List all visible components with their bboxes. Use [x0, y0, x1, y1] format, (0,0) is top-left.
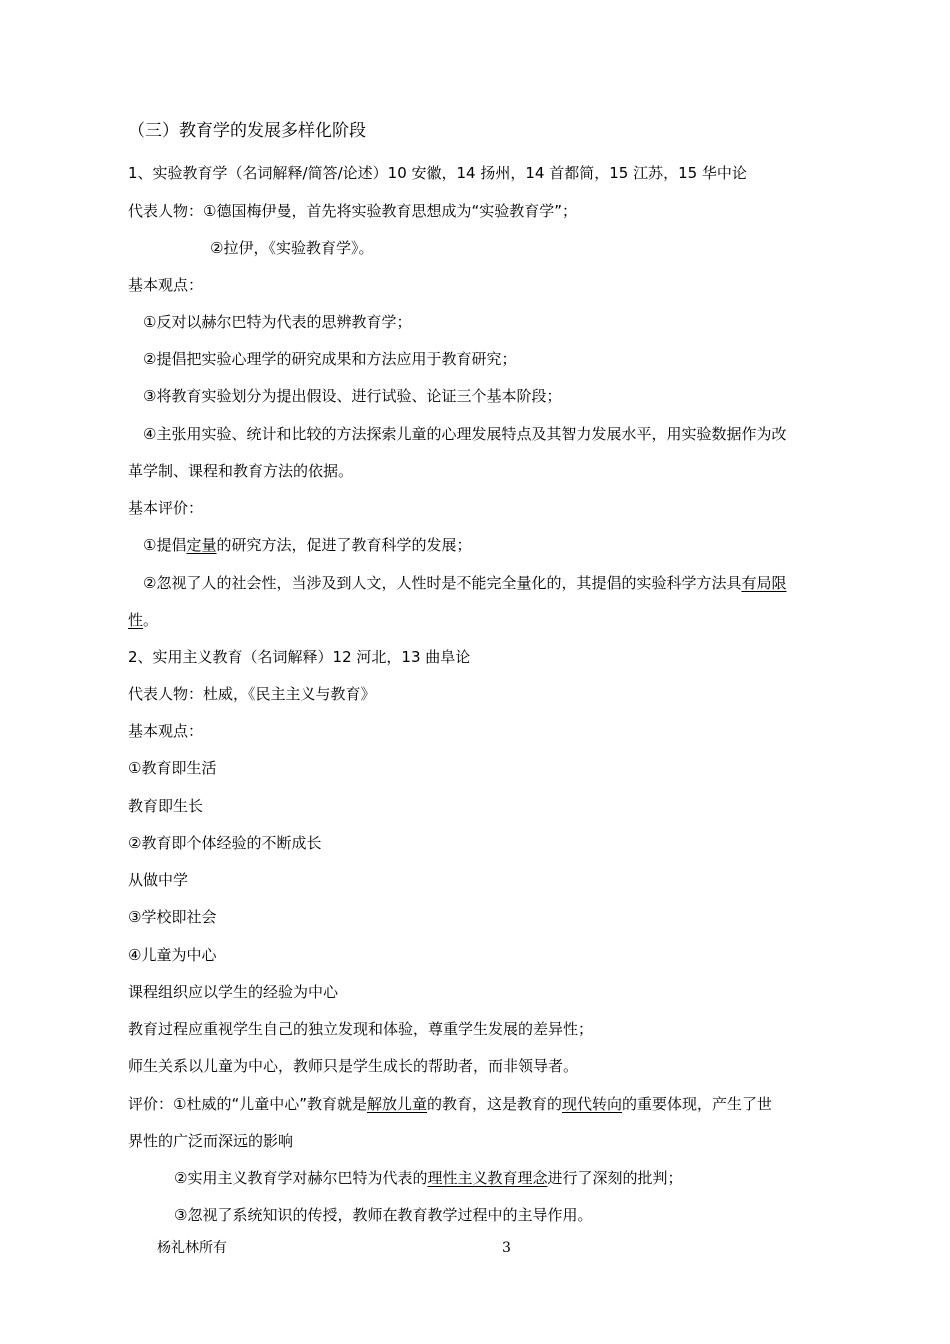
point-5: ③学校即社会	[128, 908, 217, 926]
representative-1: 代表人物：①德国梅伊曼，首先将实验教育思想成为“实验教育学”；	[128, 202, 577, 220]
underlined-term: 现代转向	[562, 1095, 623, 1113]
page-number: 3	[502, 1240, 511, 1256]
underlined-term: 理性主义教育理念	[427, 1169, 548, 1187]
point-7: 课程组织应以学生的经验为中心	[128, 983, 339, 1001]
heading-experimental-pedagogy: 1、实验教育学（名词解释/简答/论述）10 安徽，14 扬州，14 首都简，15 江苏，15 华中论	[128, 164, 747, 182]
underlined-term: 解放儿童	[367, 1095, 428, 1113]
evaluation-1: ①提倡定量的研究方法，促进了教育科学的发展；	[143, 536, 472, 554]
heading-pragmatism-education: 2、实用主义教育（名词解释）12 河北，13 曲阜论	[128, 648, 471, 666]
point-2: 教育即生长	[128, 797, 204, 815]
point-4: 从做中学	[128, 871, 189, 889]
evaluation-dewey-line-2: 界性的广泛而深远的影响	[128, 1132, 294, 1150]
evaluation-dewey-2: ②实用主义教育学对赫尔巴特为代表的理性主义教育理念进行了深刻的批判；	[174, 1169, 683, 1187]
view-4-line-2: 革学制、课程和教育方法的依据。	[128, 462, 354, 480]
point-1: ①教育即生活	[128, 759, 217, 777]
underlined-term: 性	[128, 611, 144, 629]
view-4-line-1: ④主张用实验、统计和比较的方法探索儿童的心理发展特点及其智力发展水平，用实验数据作为改	[143, 425, 787, 443]
point-3: ②教育即个体经验的不断成长	[128, 834, 322, 852]
point-9: 师生关系以儿童为中心，教师只是学生成长的帮助者，而非领导者。	[128, 1057, 579, 1075]
view-1: ①反对以赫尔巴特为代表的思辨教育学；	[143, 313, 412, 331]
point-6: ④儿童为中心	[128, 946, 217, 964]
evaluation-dewey-line-1: 评价：①杜威的“儿童中心”教育就是解放儿童的教育，这是教育的现代转向的重要体现，产生了世	[128, 1095, 773, 1113]
evaluation-2-line-1: ②忽视了人的社会性，当涉及到人文，人性时是不能完全量化的，其提倡的实验科学方法具有局限	[143, 574, 787, 592]
basic-evaluation-label: 基本评价：	[128, 499, 204, 517]
view-2: ②提倡把实验心理学的研究成果和方法应用于教育研究；	[143, 350, 517, 368]
underlined-term: 定量	[186, 536, 217, 554]
basic-views-label: 基本观点：	[128, 276, 204, 294]
footer-owner: 杨礼林所有	[157, 1240, 227, 1256]
evaluation-dewey-3: ③忽视了系统知识的传授，教师在教育教学过程中的主导作用。	[174, 1206, 593, 1224]
point-8: 教育过程应重视学生自己的独立发现和体验，尊重学生发展的差异性；	[128, 1020, 594, 1038]
basic-views-label-2: 基本观点：	[128, 722, 204, 740]
representative-2: ②拉伊，《实验教育学》。	[210, 239, 374, 257]
representative-dewey: 代表人物：杜威，《民主主义与教育》	[128, 685, 376, 703]
evaluation-2-line-2: 性。	[128, 611, 159, 629]
section-title: （三）教育学的发展多样化阶段	[128, 121, 366, 141]
underlined-term: 有局限	[741, 574, 787, 592]
view-3: ③将教育实验划分为提出假设、进行试验、论证三个基本阶段；	[143, 387, 562, 405]
